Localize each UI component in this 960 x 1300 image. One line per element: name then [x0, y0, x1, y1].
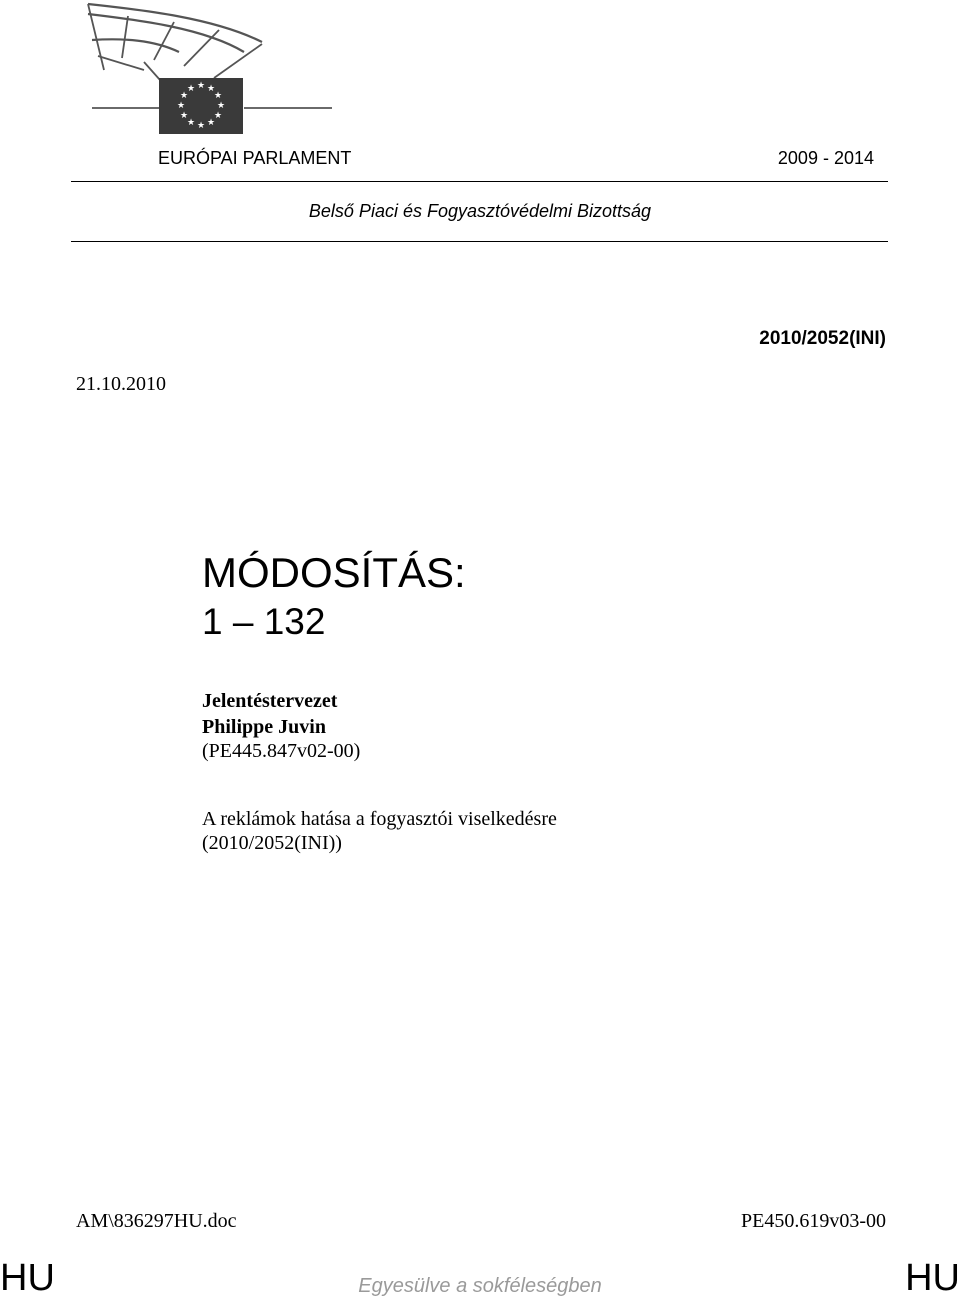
header-divider-top: [71, 181, 888, 182]
pe-reference: PE450.619v03-00: [741, 1210, 886, 1232]
document-type-title: MÓDOSÍTÁS:: [202, 549, 466, 596]
svg-text:★: ★: [186, 118, 196, 128]
svg-text:★: ★: [196, 121, 206, 131]
svg-text:★: ★: [186, 84, 196, 94]
language-code-left: HU: [0, 1257, 55, 1299]
svg-text:★: ★: [176, 101, 186, 111]
language-code-right: HU: [905, 1257, 960, 1299]
committee-name: Belső Piaci és Fogyasztóvédelmi Bizottság: [308, 201, 652, 221]
procedure-number: 2010/2052(INI): [759, 328, 886, 349]
header-divider-bottom: [71, 241, 888, 242]
svg-text:★: ★: [216, 101, 226, 111]
svg-text:★: ★: [213, 91, 223, 101]
eu-motto: Egyesülve a sokféleségben: [358, 1275, 602, 1297]
document-date: 21.10.2010: [76, 373, 166, 395]
svg-text:★: ★: [179, 111, 189, 121]
amendment-range: 1 – 132: [202, 601, 326, 642]
svg-text:★: ★: [179, 91, 189, 101]
svg-text:★: ★: [213, 111, 223, 121]
svg-text:★: ★: [206, 84, 216, 94]
file-reference: AM\836297HU.doc: [76, 1210, 237, 1232]
svg-text:★: ★: [196, 81, 206, 91]
subject-procedure: (2010/2052(INI)): [202, 832, 342, 854]
subject-title: A reklámok hatása a fogyasztói viselkedésre: [202, 808, 557, 830]
svg-text:★: ★: [206, 118, 216, 128]
rapporteur-name: Philippe Juvin: [202, 716, 326, 738]
european-parliament-logo-icon: [84, 0, 334, 140]
organization-name: EURÓPAI PARLAMENT: [158, 148, 352, 168]
draft-report-label: Jelentéstervezet: [202, 690, 338, 712]
draft-reference: (PE445.847v02-00): [202, 740, 361, 762]
parliamentary-term: 2009 - 2014: [777, 148, 874, 168]
